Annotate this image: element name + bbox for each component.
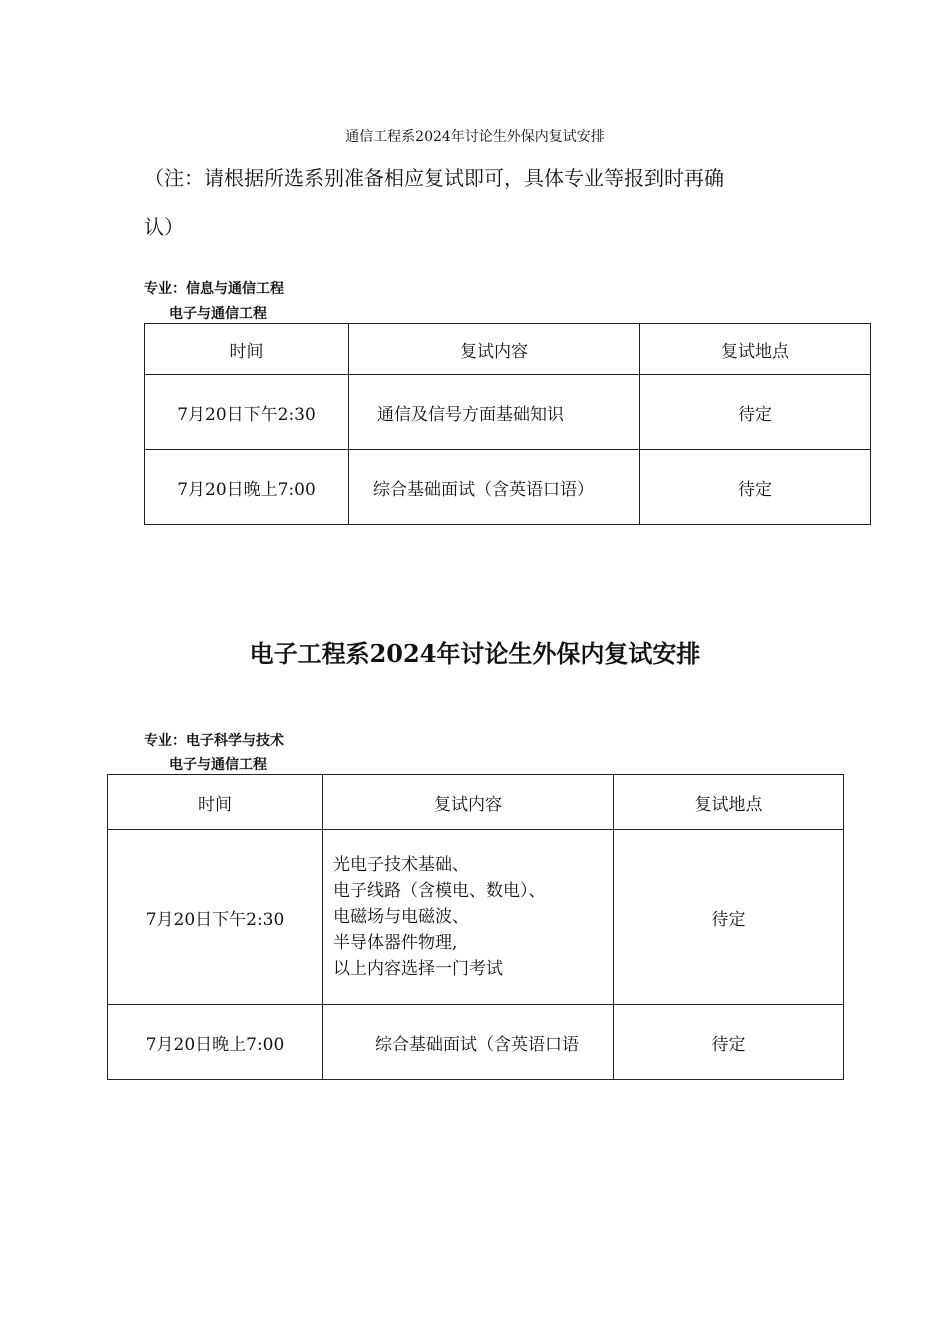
cell-time: 7月20日下午2:30 — [145, 375, 349, 450]
content-line: 半导体器件物理, — [333, 933, 458, 953]
cell-time: 7月20日晚上7:00 — [108, 1005, 323, 1080]
header-time: 时间 — [108, 775, 323, 830]
cell-content: 综合基础面试（含英语口语） — [349, 450, 640, 525]
note-line-2: 认） — [144, 215, 184, 239]
cell-place: 待定 — [614, 830, 844, 1005]
content-line: 电子线路（含模电、数电）、 — [333, 881, 546, 901]
content-line: 电磁场与电磁波、 — [333, 907, 469, 927]
table-row — [108, 830, 844, 1005]
table-row — [145, 375, 871, 450]
cell-time: 7月20日晚上7:00 — [145, 450, 349, 525]
header-place: 复试地点 — [614, 775, 844, 830]
cell-content: 综合基础面试（含英语口语 — [323, 1005, 614, 1080]
section2-major: 专业：电子科学与技术 — [144, 733, 284, 749]
table-row — [145, 450, 871, 525]
table-header-row — [145, 324, 871, 375]
content-line: 以上内容选择一门考试 — [333, 959, 503, 979]
cell-content: 通信及信号方面基础知识 — [349, 375, 640, 450]
header-time: 时间 — [145, 324, 349, 375]
section2-major-2: 电子与通信工程 — [169, 757, 267, 773]
header-content: 复试内容 — [323, 775, 614, 830]
table-header-row — [108, 775, 844, 830]
header-content: 复试内容 — [349, 324, 640, 375]
cell-place: 待定 — [640, 375, 871, 450]
cell-place: 待定 — [640, 450, 871, 525]
section1-title: 通信工程系2024年讨论生外保内复试安排 — [345, 129, 605, 145]
note-line-1: （注：请根据所选系别准备相应复试即可，具体专业等报到时再确 — [144, 166, 724, 190]
table-row — [108, 1005, 844, 1080]
header-place: 复试地点 — [640, 324, 871, 375]
section1-major-2: 电子与通信工程 — [169, 306, 267, 322]
cell-time: 7月20日下午2:30 — [108, 830, 323, 1005]
section2-title: 电子工程系2024年讨论生外保内复试安排 — [249, 639, 701, 668]
section1-major: 专业：信息与通信工程 — [144, 281, 284, 297]
section2-schedule-table — [107, 774, 844, 1080]
content-line: 光电子技术基础、 — [333, 855, 469, 875]
section1-schedule-table — [144, 323, 871, 525]
cell-place: 待定 — [614, 1005, 844, 1080]
cell-content — [323, 830, 614, 1005]
